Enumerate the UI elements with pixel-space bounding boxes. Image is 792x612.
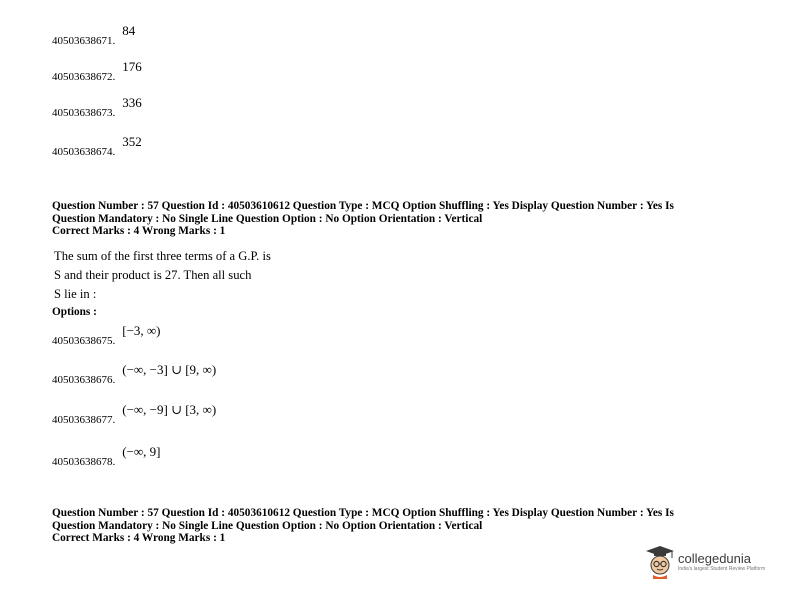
question-text-line-2: S and their product is 27. Then all such <box>54 268 252 282</box>
option-id: 40503638678. <box>52 456 116 468</box>
option-value: [−3, ∞) <box>122 323 161 338</box>
option-value: (−∞, −3] ∪ [9, ∞) <box>122 362 217 377</box>
question-text-line-1: The sum of the first three terms of a G.P. is <box>54 249 271 263</box>
question-meta <box>52 200 752 238</box>
brand-tagline: India's largest Student Review Platform <box>678 565 766 572</box>
question-option-3 <box>52 402 217 426</box>
option-value: (−∞, −9] ∪ [3, ∞) <box>122 402 217 417</box>
prev-option-1 <box>52 23 136 47</box>
next-question-meta <box>52 507 752 545</box>
option-id: 40503638674. <box>52 146 116 158</box>
option-value: 84 <box>122 23 136 38</box>
brand-name: collegedunia <box>678 550 752 566</box>
option-value: (−∞, 9] <box>122 444 161 459</box>
option-id: 40503638675. <box>52 335 116 347</box>
question-option-2 <box>52 362 217 386</box>
student-mascot-icon <box>645 545 675 579</box>
option-value: 352 <box>122 134 142 149</box>
options-label: Options : <box>52 306 97 318</box>
question-option-4 <box>52 444 161 468</box>
collegedunia-logo <box>645 545 765 579</box>
option-value: 176 <box>122 59 142 74</box>
prev-option-2 <box>52 59 142 83</box>
question-marks: Correct Marks : 4 Wrong Marks : 1 <box>52 225 226 237</box>
option-value: 336 <box>122 95 142 110</box>
question-option-1 <box>52 323 161 347</box>
option-id: 40503638676. <box>52 374 116 386</box>
option-id: 40503638671. <box>52 35 116 47</box>
option-id: 40503638672. <box>52 71 116 83</box>
option-id: 40503638677. <box>52 414 116 426</box>
prev-option-4 <box>52 134 142 158</box>
question-marks: Correct Marks : 4 Wrong Marks : 1 <box>52 532 226 544</box>
question-meta-line-2: Question Mandatory : No Single Line Question Option : No Option Orientation : Vertical <box>52 519 483 532</box>
option-id: 40503638673. <box>52 107 116 119</box>
prev-option-3 <box>52 95 142 119</box>
question-text-line-3: S lie in : <box>54 287 97 301</box>
question-meta-line-2: Question Mandatory : No Single Line Question Option : No Option Orientation : Vertical <box>52 212 483 225</box>
question-meta-line-1: Question Number : 57 Question Id : 40503610612 Question Type : MCQ Option Shuffling : Yes Display Question Number : Yes Is <box>52 200 674 212</box>
question-meta-line-1: Question Number : 57 Question Id : 40503610612 Question Type : MCQ Option Shuffling : Yes Display Question Number : Yes Is <box>52 507 674 519</box>
